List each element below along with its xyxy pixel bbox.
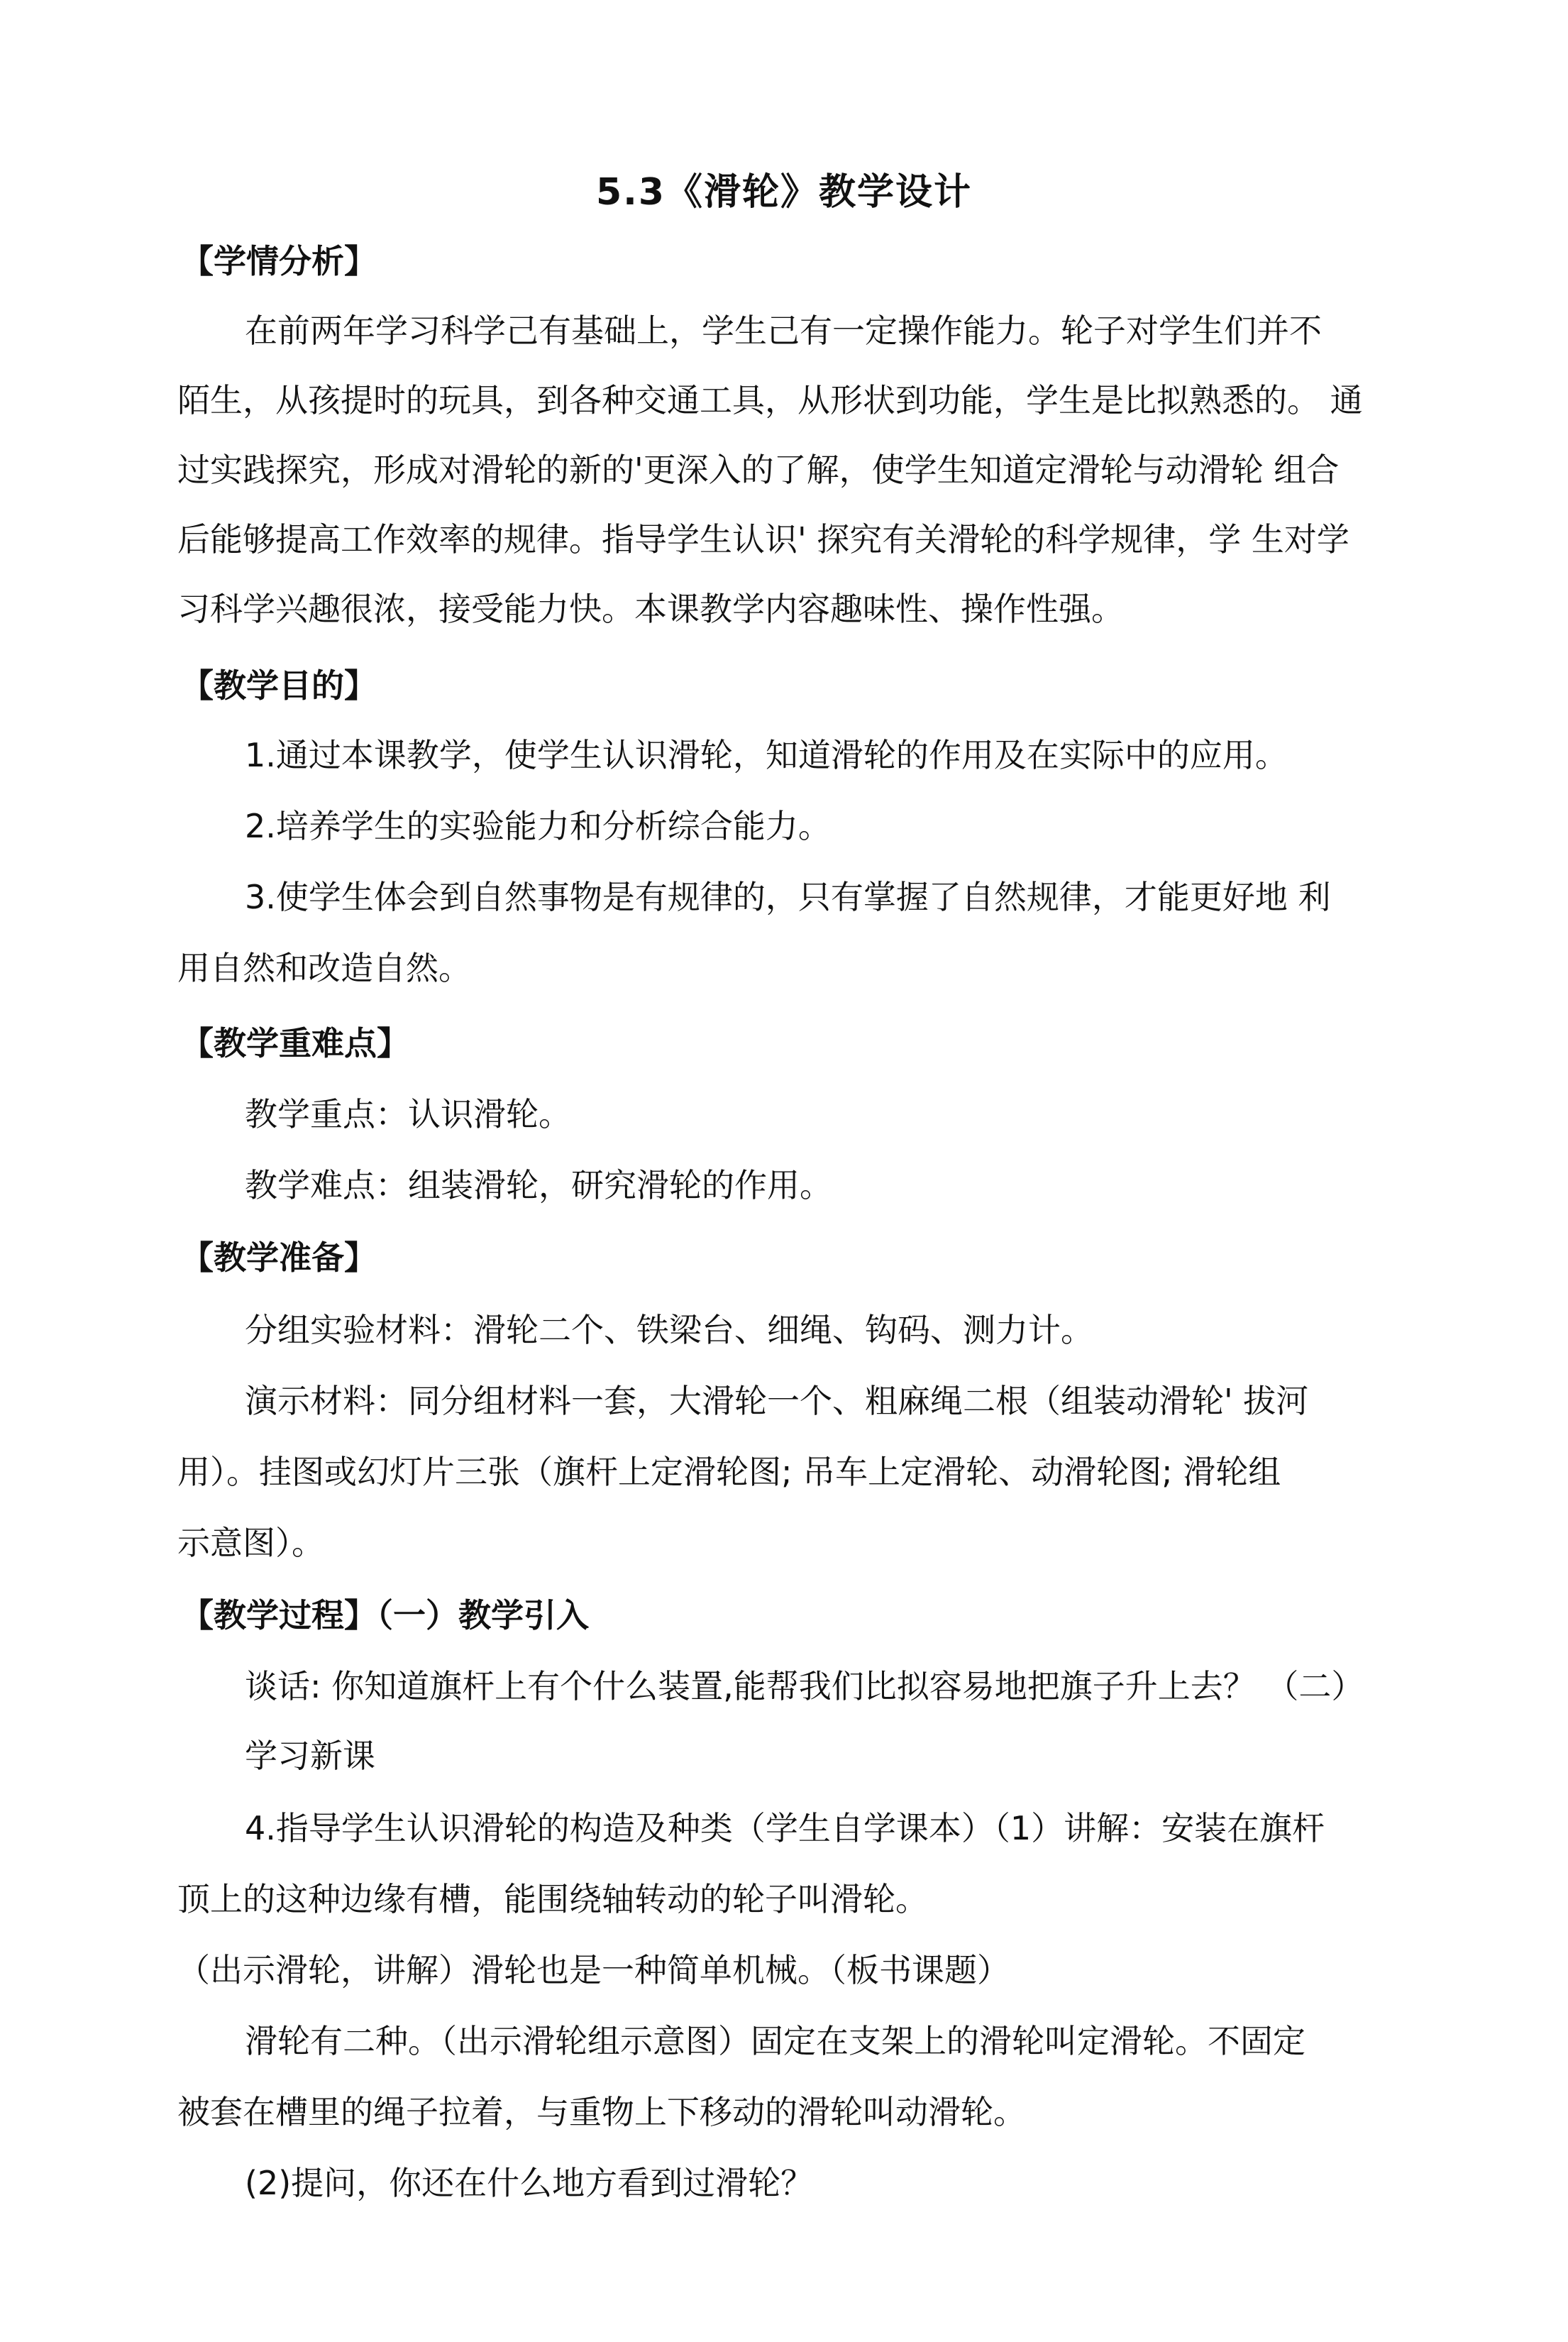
paragraph-line: 3.使学生体会到自然事物是有规律的，只有掌握了自然规律，才能更好地 利: [245, 878, 1331, 916]
paragraph-line: 教学难点：组装滑轮，研究滑轮的作用。: [245, 1166, 832, 1204]
paragraph-line: 后能够提高工作效率的规律。指导学生认识' 探究有关滑轮的科学规律，学 生对学: [177, 520, 1349, 559]
paragraph-line: 1.通过本课教学，使学生认识滑轮，知道滑轮的作用及在实际中的应用。: [245, 736, 1288, 774]
paragraph-line: 学习新课: [245, 1737, 375, 1775]
paragraph-line: 顶上的这种边缘有槽，能围绕轴转动的轮子叫滑轮。: [177, 1880, 928, 1918]
document-title: 5.3《滑轮》教学设计: [595, 171, 973, 214]
paragraph-line: 习科学兴趣很浓，接受能力快。本课教学内容趣味性、操作性强。: [177, 590, 1124, 628]
paragraph-line: 分组实验材料：滑轮二个、铁梁台、细绳、钩码、测力计。: [245, 1311, 1093, 1349]
paragraph-line: 在前两年学习科学己有基础上，学生己有一定操作能力。轮子对学生们并不: [245, 312, 1322, 350]
paragraph-line: 教学重点：认识滑轮。: [245, 1095, 571, 1133]
section-heading-analysis: 【学情分析】: [181, 242, 377, 280]
paragraph-line: 示意图）。: [177, 1524, 324, 1562]
paragraph-line: （出示滑轮，讲解）滑轮也是一种简单机械。（板书课题）: [177, 1951, 1010, 1989]
section-heading-goals: 【教学目的】: [181, 666, 377, 705]
paragraph-line: 滑轮有二种。（出示滑轮组示意图）固定在支架上的滑轮叫定滑轮。不固定: [245, 2022, 1305, 2060]
section-heading-key-points: 【教学重难点】: [181, 1024, 409, 1062]
paragraph-line: 谈话: 你知道旗杆上有个什么装置,能帮我们比拟容易地把旗子升上去？ （二）: [245, 1667, 1364, 1705]
paragraph-line: 2.培养学生的实验能力和分析综合能力。: [245, 807, 831, 845]
paragraph-line: 陌生，从孩提时的玩具，到各种交通工具，从形状到功能，学生是比拟熟悉的。 通: [177, 381, 1363, 419]
paragraph-line: 被套在槽里的绳子拉着，与重物上下移动的滑轮叫动滑轮。: [177, 2093, 1026, 2131]
paragraph-line: 用自然和改造自然。: [177, 949, 471, 987]
paragraph-line: 演示材料：同分组材料一套，大滑轮一个、粗麻绳二根（组装动滑轮' 拔河: [245, 1382, 1309, 1420]
paragraph-line: 4.指导学生认识滑轮的构造及种类（学生自学课本）（1）讲解：安装在旗杆: [245, 1809, 1325, 1847]
paragraph-line: 过实践探究，形成对滑轮的新的'更深入的了解，使学生知道定滑轮与动滑轮 组合: [177, 451, 1340, 489]
paragraph-line: 用）。挂图或幻灯片三张（旗杆上定滑轮图; 吊车上定滑轮、动滑轮图; 滑轮组: [177, 1453, 1281, 1491]
paragraph-line: (2)提问，你还在什么地方看到过滑轮？: [245, 2164, 814, 2202]
section-heading-process: 【教学过程】（一）教学引入: [181, 1596, 589, 1634]
section-heading-preparation: 【教学准备】: [181, 1238, 377, 1277]
